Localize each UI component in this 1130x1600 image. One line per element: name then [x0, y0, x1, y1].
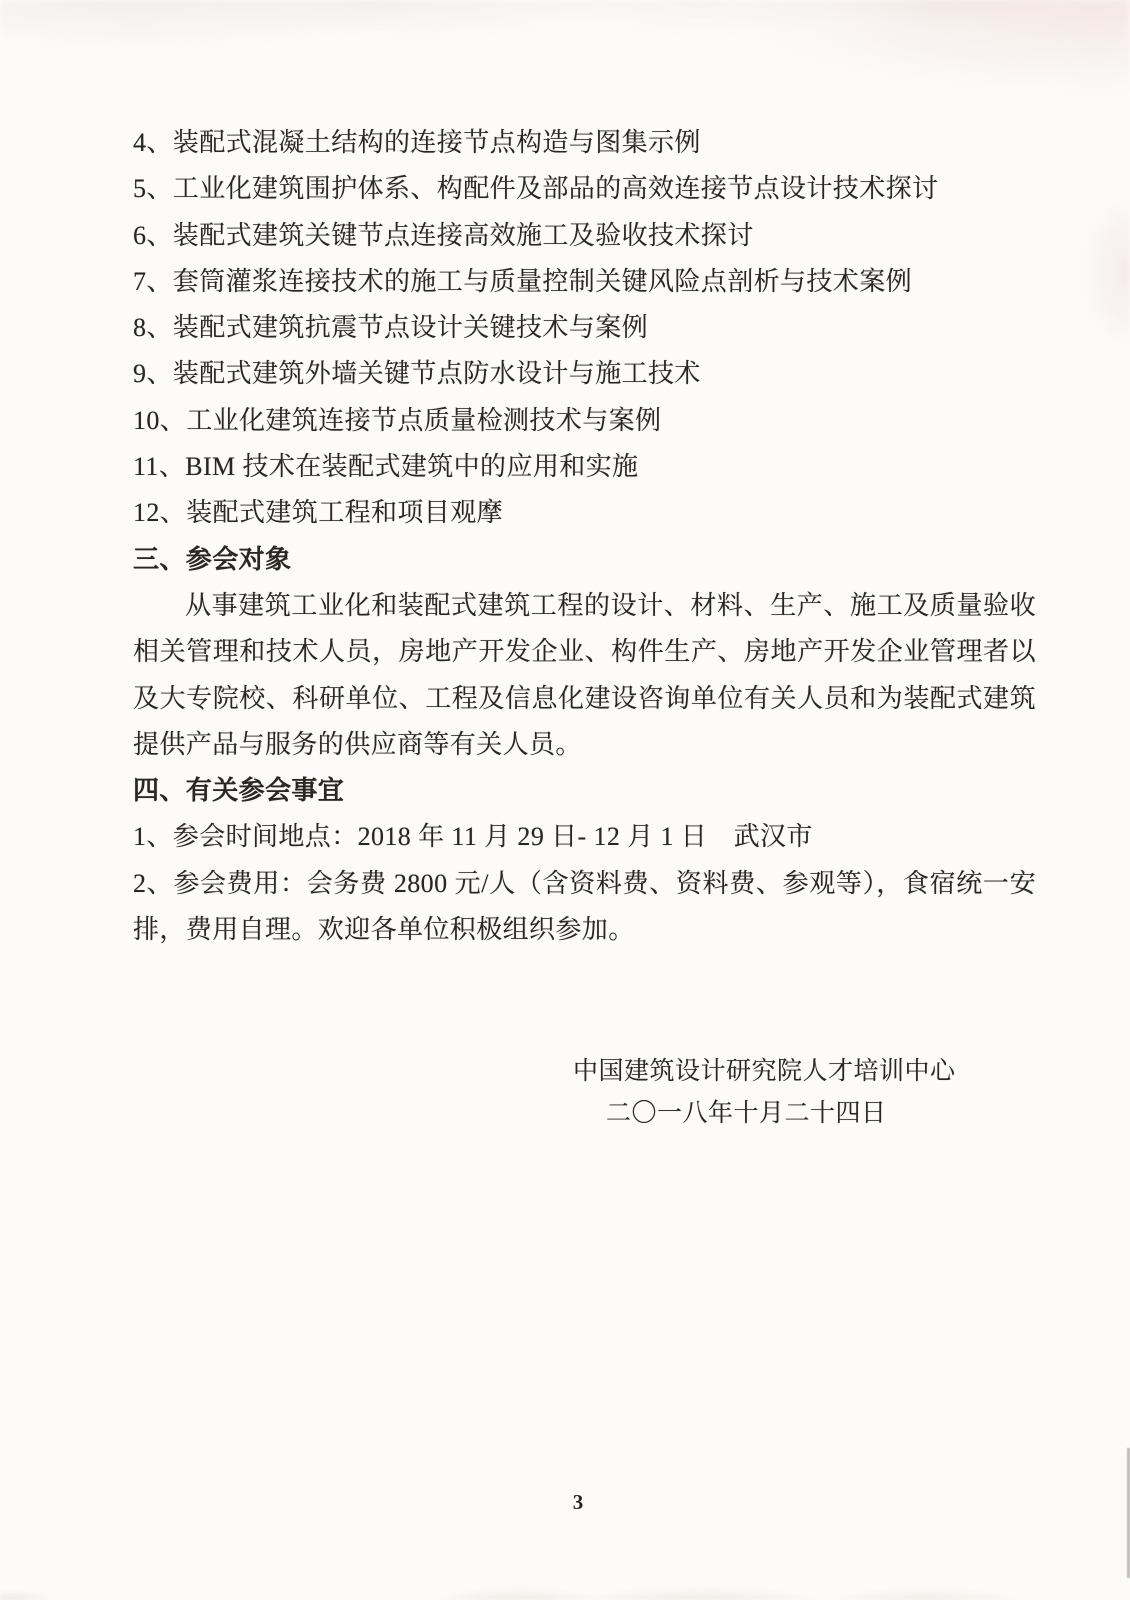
attendees-paragraph-line: 及大专院校、科研单位、工程及信息化建设咨询单位有关人员和为装配式建筑: [133, 683, 1036, 713]
logistics-item-time: 1、参会时间地点：2018 年 11 月 29 日- 12 月 1 日 武汉市: [133, 822, 813, 852]
document-body: [133, 120, 1036, 953]
topic-item-9: 9、装配式建筑外墙关键节点防水设计与施工技术: [133, 359, 701, 389]
topic-item-5: 5、工业化建筑围护体系、构配件及部品的高效连接节点设计技术探讨: [133, 174, 939, 204]
signature-date: 二〇一八年十月二十四日: [606, 1100, 887, 1127]
scan-artifact-bottom: [0, 1560, 1130, 1600]
scan-artifact-right: [1030, 160, 1130, 440]
attendees-paragraph: [133, 583, 1036, 768]
attendees-paragraph-line: 从事建筑工业化和装配式建筑工程的设计、材料、生产、施工及质量验收: [185, 590, 1036, 620]
page-number: 3: [572, 1490, 584, 1514]
attendees-paragraph-line: 相关管理和技术人员，房地产开发企业、构件生产、房地产开发企业管理者以: [133, 637, 1036, 667]
topic-item-7: 7、套筒灌浆连接技术的施工与质量控制关键风险点剖析与技术案例: [133, 266, 913, 296]
logistics-item-fee-line: 排，费用自理。欢迎各单位积极组织参加。: [133, 915, 635, 945]
topic-item-11: 11、BIM 技术在装配式建筑中的应用和实施: [133, 452, 639, 482]
section-heading-attendees: 三、参会对象: [133, 544, 292, 574]
topic-item-4: 4、装配式混凝土结构的连接节点构造与图集示例: [133, 128, 701, 157]
logistics-item-fee-line: 2、参会费用：会务费 2800 元/人（含资料费、资料费、参观等），食宿统一安: [133, 868, 1036, 898]
attendees-paragraph-line: 提供产品与服务的供应商等有关人员。: [133, 729, 582, 759]
topic-item-6: 6、装配式建筑关键节点连接高效施工及验收技术探讨: [133, 220, 754, 250]
topic-item-12: 12、装配式建筑工程和项目观摩: [133, 498, 504, 528]
signature-organization: 中国建筑设计研究院人才培训中心: [573, 1058, 956, 1085]
scan-artifact-top: [0, 0, 1130, 110]
section-heading-logistics: 四、有关参会事宜: [133, 776, 345, 806]
topic-item-10: 10、工业化建筑连接节点质量检测技术与案例: [133, 405, 662, 435]
logistics-item-fee: [133, 861, 1036, 954]
topic-item-8: 8、装配式建筑抗震节点设计关键技术与案例: [133, 313, 649, 343]
